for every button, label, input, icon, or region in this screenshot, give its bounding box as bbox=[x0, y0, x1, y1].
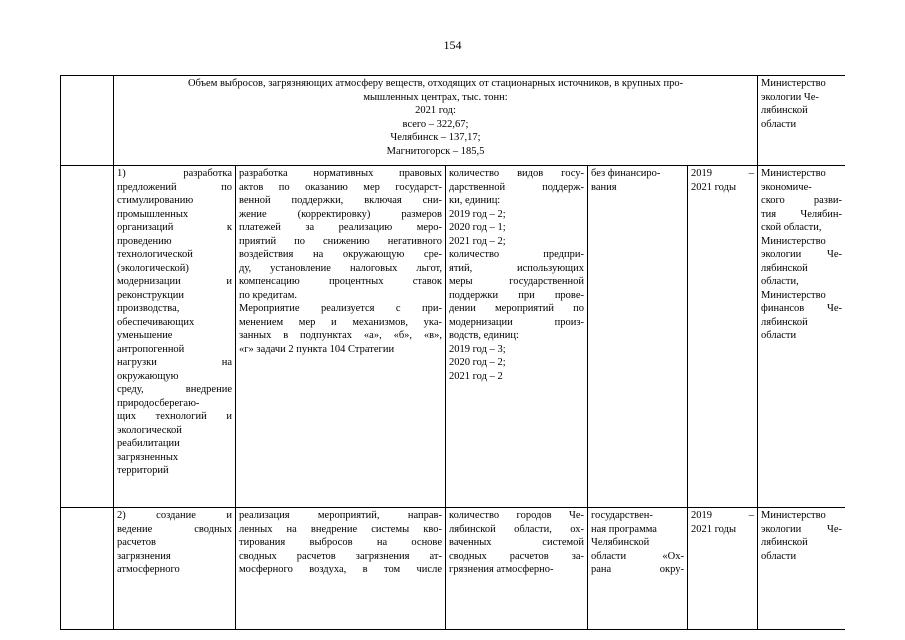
task-cell: 1) разработка предложений по стимулированию промышленных организаций к проведению технологической (экологической) модернизации и реконструкции производства, обеспечивающих уменьшение антропогенной нагрузки на окружающую среду, внедрение природосберегаю- щих технологий и экологической реабилитации загрязненных территорий bbox=[114, 166, 236, 508]
target-indicator-cell bbox=[114, 76, 758, 166]
empty-cell bbox=[61, 166, 114, 508]
target-magnitogorsk: Магнитогорск – 185,5 bbox=[386, 145, 485, 157]
indicator-cell: количество видов госу- дарственной поддерж- ки, единиц: 2019 год – 2; 2020 год – 1; 2021 год – 2; количество предпри- ятий, использующих меры государственной поддержки при прове- дении мероприятий по модернизации произ- водств, единиц: 2019 год – 3; 2020 год – 2; 2021 год – 2 bbox=[446, 166, 588, 508]
period-end: 2021 годы bbox=[691, 523, 737, 535]
page-number: 154 bbox=[443, 38, 462, 52]
responsible-cell: Министерство экологии Че- лябинской области bbox=[758, 76, 845, 166]
period-end: 2021 годы bbox=[691, 181, 737, 193]
indicator-cell: количество городов Че- лябинской области, ох- ваченных системой сводных расчетов за- грязнения атмосферно- bbox=[446, 508, 588, 630]
measure-row-2 bbox=[61, 508, 846, 630]
period-dash: – bbox=[748, 510, 755, 521]
measure-row-1 bbox=[61, 166, 846, 508]
target-chelyabinsk: Челябинск – 137,17; bbox=[390, 132, 481, 143]
plan-table bbox=[60, 75, 845, 630]
period-cell bbox=[688, 508, 758, 630]
responsible-cell: Министерство экологии Че- лябинской области bbox=[758, 508, 845, 630]
period-dash: – bbox=[748, 168, 755, 179]
task-cell: 2) создание и ведение сводных расчетов загрязнения атмосферного bbox=[114, 508, 236, 630]
plan-table-container bbox=[60, 75, 845, 640]
activity-cell: разработка нормативных правовых актов по оказанию мер государст- венной поддержки, включая сни- жение (корректировку) размеров платежей за реализацию меро- приятий по снижению негативного воздействия на окружающую сре- ду, установление налоговых льгот, компенсацию процентных ставок по кредитам. Мероприятие реализуется с при- менением мер и механизмов, ука- занных в подпунктах «а», «б», «в», «г» задачи 2 пункта 104 Стратегии bbox=[236, 166, 446, 508]
responsible-cell: Министерство экономиче- ского разви- тия Челябин- ской области, Министерство экологии Че- лябинской области, Министерство финансов Че- лябинской области bbox=[758, 166, 845, 508]
funding-cell: государствен- ная программа Челябинской области «Ох- рана окру- bbox=[588, 508, 688, 630]
period-start: 2019 bbox=[691, 168, 712, 179]
empty-cell bbox=[61, 508, 114, 630]
target-indicator-row bbox=[61, 76, 846, 166]
target-line: мышленных центрах, тыс. тонн: bbox=[363, 91, 508, 103]
target-total: всего – 322,67; bbox=[402, 118, 469, 130]
empty-cell bbox=[61, 76, 114, 166]
activity-cell: реализация мероприятий, направ- ленных на внедрение системы кво- тирования выбросов на основе сводных расчетов загрязнения ат- мосферного воздуха, в том числе bbox=[236, 508, 446, 630]
period-cell bbox=[688, 166, 758, 508]
funding-cell: без финансиро- вания bbox=[588, 166, 688, 508]
period-start: 2019 bbox=[691, 510, 712, 521]
target-year: 2021 год: bbox=[415, 105, 456, 116]
target-line: Объем выбросов, загрязняющих атмосферу веществ, отходящих от стационарных источников, в крупных про- bbox=[187, 78, 684, 89]
